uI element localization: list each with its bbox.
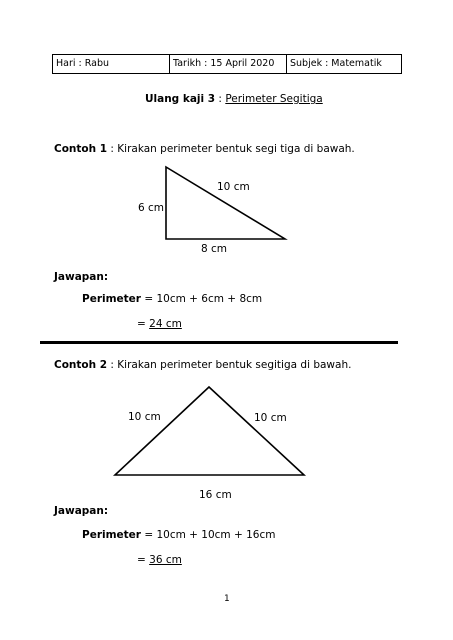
section-divider <box>40 341 398 344</box>
example1-result-value: 24 cm <box>149 318 182 330</box>
example2-label: Contoh 2 <box>54 359 108 371</box>
example2-formula-text: = 10cm + 10cm + 16cm <box>140 529 276 541</box>
example2-result <box>137 554 182 566</box>
example1-side-bottom: 8 cm <box>201 243 228 255</box>
example2-side-bottom: 16 cm <box>199 489 232 501</box>
right-triangle-shape <box>166 167 285 239</box>
example1-formula-label: Perimeter <box>82 293 141 305</box>
example2-side-right: 10 cm <box>254 412 287 424</box>
example2-side-left: 10 cm <box>128 411 161 423</box>
date-cell: Tarikh : 15 April 2020 <box>170 55 287 73</box>
example1-formula-text: = 10cm + 6cm + 8cm <box>140 293 263 305</box>
example2-answer-label: Jawapan: <box>54 505 109 517</box>
example2-formula-label: Perimeter <box>82 529 141 541</box>
example1-label: Contoh 1 <box>54 143 108 155</box>
example2-result-value: 36 cm <box>149 554 182 566</box>
day-cell: Hari : Rabu <box>53 55 170 73</box>
example2-question <box>54 359 351 371</box>
example2-result-eq: = <box>137 554 150 566</box>
example1-side-hyp: 10 cm <box>217 181 250 193</box>
example1-result-eq: = <box>137 318 150 330</box>
page-number: 1 <box>224 594 230 604</box>
example1-answer-label: Jawapan: <box>54 271 109 283</box>
example1-formula <box>82 293 262 305</box>
example2-formula <box>82 529 276 541</box>
title-sep: : <box>215 93 226 105</box>
example1-result <box>137 318 182 330</box>
example1-side-left: 6 cm <box>138 202 165 214</box>
isosceles-triangle-shape <box>115 387 304 475</box>
title-prefix: Ulang kaji 3 <box>145 93 216 105</box>
title-topic: Perimeter Segitiga <box>225 93 323 105</box>
subject-cell: Subjek : Matematik <box>290 58 382 69</box>
example1-question-text: : Kirakan perimeter bentuk segi tiga di bawah. <box>107 143 355 155</box>
example2-question-text: : Kirakan perimeter bentuk segitiga di bawah. <box>107 359 352 371</box>
